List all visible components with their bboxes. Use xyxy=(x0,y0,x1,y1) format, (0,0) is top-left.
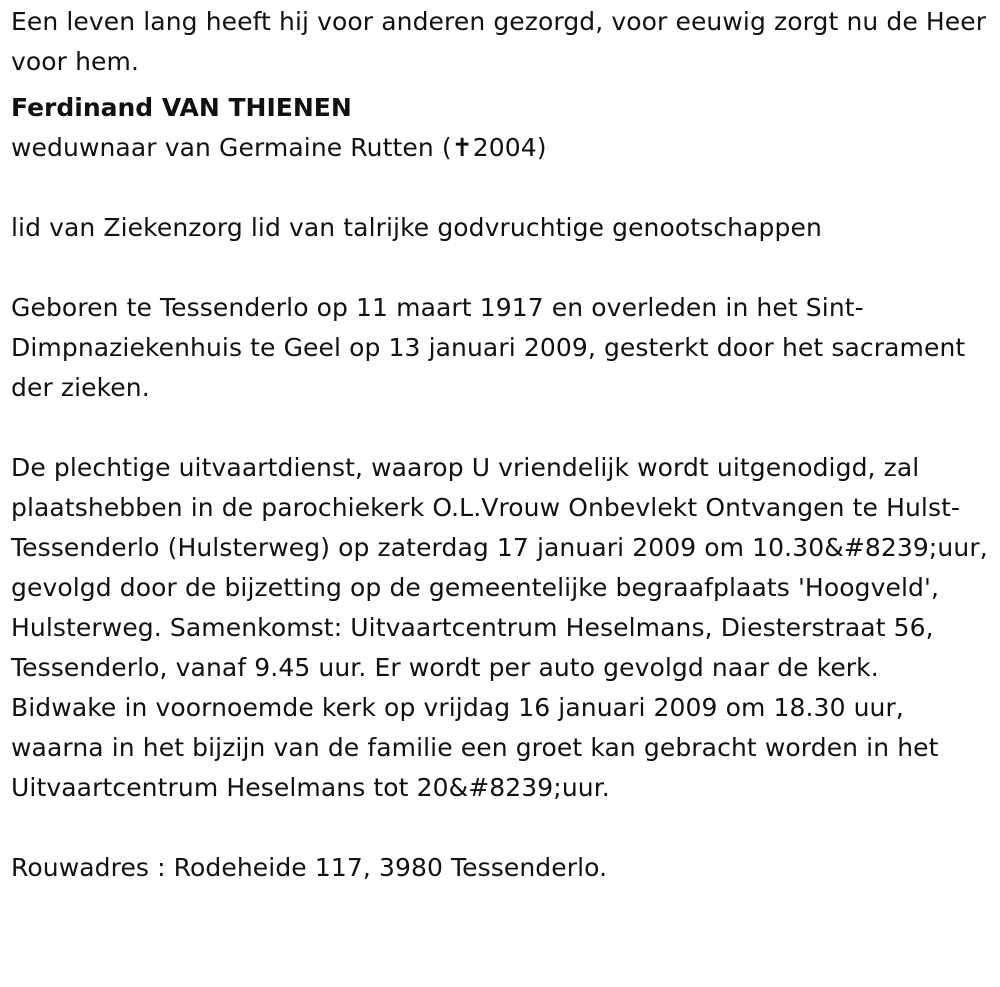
deceased-name: Ferdinand VAN THIENEN xyxy=(11,93,352,122)
spacer xyxy=(11,408,990,448)
birth-death-text: Geboren te Tessenderlo op 11 maart 1917 en overleden in het Sint-Dimpnaziekenhuis te Geel op 13 januari 2009, gesterkt door het sacrament der zieken. xyxy=(11,293,966,402)
cross-icon: ✝ xyxy=(451,133,473,162)
spacer xyxy=(11,808,990,848)
widower-line xyxy=(11,128,990,168)
funeral-text: De plechtige uitvaartdienst, waarop U vriendelijk wordt uitgenodigd, zal plaatshebben in de parochiekerk O.L.Vrouw Onbevlekt Ontvangen te Hulst-Tessenderlo (Hulsterweg) op zaterdag 17 januari 2009 om 10.30&#8239;uur, gevolgd door de bijzetting op de gemeentelijke begraafplaats 'Hoogveld', Hulsterweg. Samenkomst: Uitvaartcentrum Heselmans, Diesterstraat 56, Tessenderlo, vanaf 9.45 uur. Er wordt per auto gevolgd naar de kerk. Bidwake in voornoemde kerk op vrijdag 16 januari 2009 om 18.30 uur, waarna in het bijzijn van de familie een groet kan gebracht worden in het Uitvaartcentrum Heselmans tot 20&#8239;uur. xyxy=(11,453,988,802)
membership-text: lid van Ziekenzorg lid van talrijke godvruchtige genootschappen xyxy=(11,213,822,242)
spacer xyxy=(11,248,990,288)
intro-text: Een leven lang heeft hij voor anderen gezorgd, voor eeuwig zorgt nu de Heer voor hem. xyxy=(11,7,987,76)
widower-suffix: 2004) xyxy=(472,133,547,162)
widower-prefix: weduwnaar van Germaine Rutten ( xyxy=(11,133,452,162)
address-text: Rouwadres : Rodeheide 117, 3980 Tessenderlo. xyxy=(11,853,608,882)
spacer xyxy=(11,168,990,208)
